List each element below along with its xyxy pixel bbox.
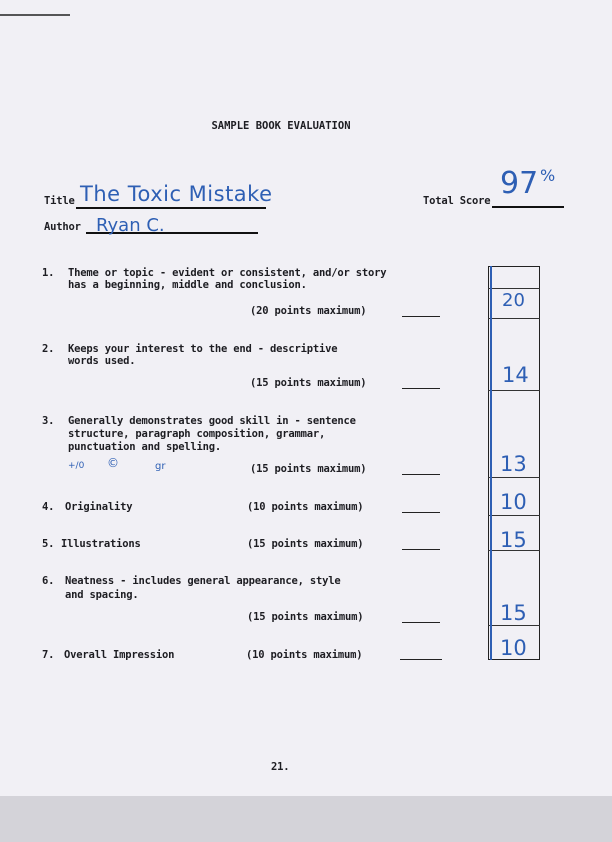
score-value-1: 20: [502, 290, 525, 311]
item-number-4: 4.: [42, 501, 55, 513]
total-score-value: 97: [500, 166, 539, 201]
score-divider-5: [488, 515, 540, 516]
score-value-7: 10: [500, 636, 527, 660]
score-value-4: 10: [500, 490, 527, 514]
item-max-2: (15 points maximum): [250, 377, 367, 389]
item-text-3c: punctuation and spelling.: [68, 441, 222, 453]
item-max-6: (15 points maximum): [247, 611, 364, 623]
item-number-1: 1.: [42, 267, 55, 279]
item-text-3a: Generally demonstrates good skill in - sentence: [68, 415, 356, 427]
item-blank-6: [402, 622, 440, 623]
item-max-1: (20 points maximum): [250, 305, 367, 317]
item-max-4: (10 points maximum): [247, 501, 364, 513]
item-text-6b: and spacing.: [65, 589, 139, 601]
item-max-7: (10 points maximum): [246, 649, 363, 661]
item-max-5: (15 points maximum): [247, 538, 364, 550]
score-divider-4: [488, 477, 540, 478]
item-blank-7: [400, 659, 442, 660]
author-value: Ryan C.: [96, 215, 165, 236]
score-value-3: 13: [500, 452, 527, 476]
item-number-2: 2.: [42, 343, 55, 355]
annotation-note-c: gr: [155, 461, 166, 472]
item-blank-3: [402, 474, 440, 475]
item-text-1a: Theme or topic - evident or consistent, and/or story: [68, 267, 387, 279]
page-number: 21.: [271, 761, 290, 773]
score-value-2: 14: [502, 363, 529, 387]
item-text-7: Overall Impression: [64, 649, 175, 661]
item-text-3b: structure, paragraph composition, grammar,: [68, 428, 326, 440]
total-score-underline: [492, 206, 564, 208]
total-score-suffix: %: [540, 166, 556, 185]
item-max-3: (15 points maximum): [250, 463, 367, 475]
item-blank-4: [402, 512, 440, 513]
item-text-2a: Keeps your interest to the end - descriptive: [68, 343, 338, 355]
scan-bottom-margin: [0, 796, 612, 842]
score-divider-1: [488, 288, 540, 289]
annotation-note-b: ©: [107, 456, 119, 470]
score-value-6: 15: [500, 601, 527, 625]
item-number-3: 3.: [42, 415, 55, 427]
author-label: Author: [44, 221, 81, 233]
item-number-7: 7.: [42, 649, 55, 661]
item-blank-1: [402, 316, 440, 317]
annotation-note-a: +/0: [68, 461, 85, 471]
score-divider-2: [488, 318, 540, 319]
form-title: SAMPLE BOOK EVALUATION: [211, 120, 351, 132]
scan-edge-mark: [0, 14, 70, 16]
item-number-6: 6.: [42, 575, 55, 587]
score-divider-3: [488, 390, 540, 391]
item-text-1b: has a beginning, middle and conclusion.: [68, 279, 307, 291]
item-blank-2: [402, 388, 440, 389]
title-value: The Toxic Mistake: [80, 182, 273, 206]
total-score-label: Total Score: [423, 195, 491, 207]
score-divider-7: [488, 625, 540, 626]
item-text-6a: Neatness - includes general appearance, style: [65, 575, 341, 587]
item-blank-5: [402, 549, 440, 550]
item-text-4: Originality: [65, 501, 133, 513]
score-column-pen-line: [490, 266, 492, 660]
item-text-5: Illustrations: [61, 538, 141, 550]
score-value-5: 15: [500, 528, 527, 552]
item-text-2b: words used.: [68, 355, 136, 367]
title-underline: [76, 207, 266, 209]
title-label: Title: [44, 195, 75, 207]
item-number-5: 5.: [42, 538, 55, 550]
